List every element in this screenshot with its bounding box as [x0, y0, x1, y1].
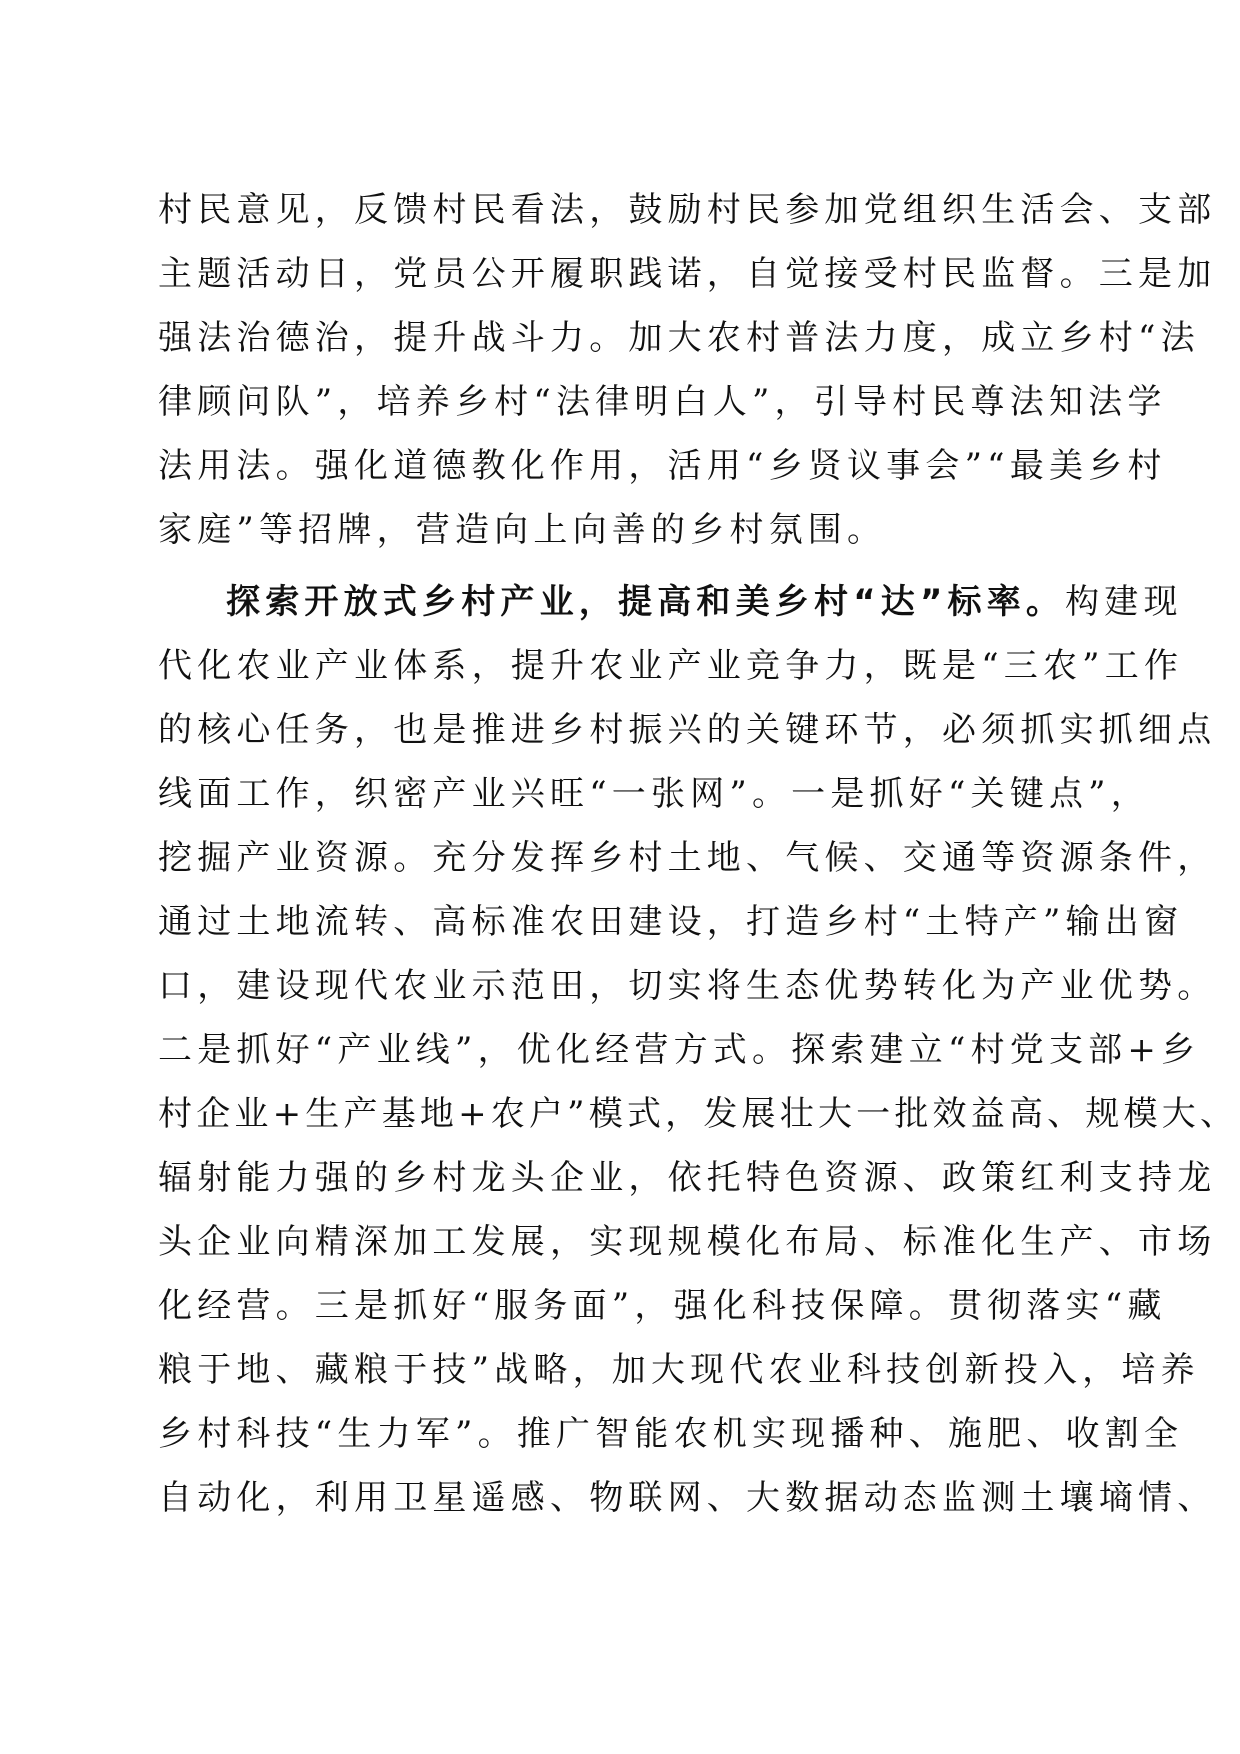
body-text-line: 粮于地、藏粮于技”战略，加大现代农业科技创新投入，培养	[158, 1350, 1200, 1390]
body-text-line: 的核心任务，也是推进乡村振兴的关键环节，必须抓实抓细点	[158, 710, 1217, 750]
body-text-line: 律顾问队”，培养乡村“法律明白人”，引导村民尊法知法学	[158, 382, 1167, 422]
body-text-line: 挖掘产业资源。充分发挥乡村土地、气候、交通等资源条件，	[158, 838, 1217, 878]
body-text-line: 口，建设现代农业示范田，切实将生态优势转化为产业优势。	[158, 966, 1217, 1006]
body-text-line: 强法治德治，提升战斗力。加大农村普法力度，成立乡村“法	[158, 318, 1200, 358]
body-text-line: 家庭”等招牌，营造向上向善的乡村氛围。	[158, 510, 887, 550]
body-text-line: 乡村科技“生力军”。推广智能农机实现播种、施肥、收割全	[158, 1414, 1184, 1454]
body-text-line: 主题活动日，党员公开履职践诺，自觉接受村民监督。三是加	[158, 254, 1217, 294]
body-text-line: 线面工作，织密产业兴旺“一张网”。一是抓好“关键点”，	[158, 774, 1150, 814]
body-text-line: 通过土地流转、高标准农田建设，打造乡村“土特产”输出窗	[158, 902, 1184, 942]
body-text-line: 辐射能力强的乡村龙头企业，依托特色资源、政策红利支持龙	[158, 1158, 1217, 1198]
body-text-line: 代化农业产业体系，提升农业产业竞争力，既是“三农”工作	[158, 646, 1184, 686]
paragraph-first-line	[226, 570, 1183, 634]
body-text-line: 二是抓好“产业线”，优化经营方式。探索建立“村党支部+乡	[158, 1030, 1201, 1070]
body-text-line: 头企业向精深加工发展，实现规模化布局、标准化生产、市场	[158, 1222, 1217, 1262]
body-text-line: 法用法。强化道德教化作用，活用“乡贤议事会”“最美乡村	[158, 446, 1167, 486]
body-text: 构建现	[1065, 582, 1183, 622]
body-text-line: 自动化，利用卫星遥感、物联网、大数据动态监测土壤墒情、	[158, 1478, 1217, 1518]
body-text-line: 村企业+生产基地+农户”模式，发展壮大一批效益高、规模大、	[158, 1094, 1239, 1134]
body-text-line: 化经营。三是抓好“服务面”，强化科技保障。贯彻落实“藏	[158, 1286, 1167, 1326]
section-heading: 探索开放式乡村产业，提高和美乡村“达”标率。	[226, 582, 1066, 622]
body-text-line: 村民意见，反馈村民看法，鼓励村民参加党组织生活会、支部	[158, 190, 1217, 230]
